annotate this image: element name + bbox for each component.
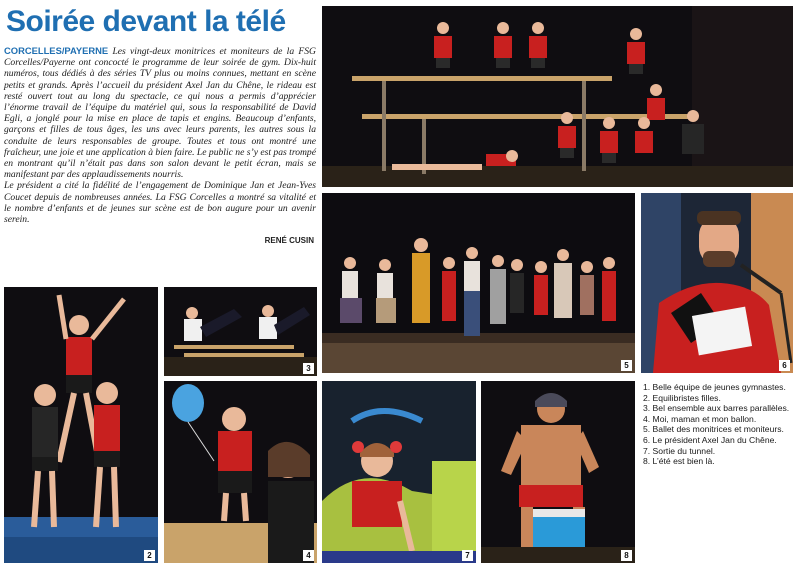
caption-1: 1. Belle équipe de jeunes gymnastes. (643, 382, 786, 392)
article-body (4, 45, 316, 260)
photo-5 (322, 193, 635, 373)
caption-4: 4. Moi, maman et mon ballon. (643, 413, 757, 424)
photo-8-illustration (481, 381, 635, 563)
article-paragraph-2: Le président a cité la fidélité de l’engagement de Dominique Jan et Jean-Yves Coucet depuis de nombreuses années. La FSG Corcelles a montré sa vitalité et le nombre d’enfants et de jeunes sur scène est de bon augure pour un avenir serein. (4, 180, 316, 226)
photo-1-illustration (322, 6, 793, 187)
caption-8: 8. L’été est bien là. (643, 456, 715, 467)
photo-captions (643, 382, 793, 472)
caption-7: 7. Sortie du tunnel. (643, 445, 716, 456)
photo-number: 7 (462, 550, 473, 561)
headline: Soirée devant la télé (6, 5, 286, 38)
photo-5-illustration (322, 193, 635, 373)
photo-4 (164, 381, 317, 563)
photo-7 (322, 381, 476, 563)
caption-2: 2. Equilibristes filles. (643, 392, 721, 403)
photo-number: 2 (144, 550, 155, 561)
article-paragraph-1: Les vingt-deux monitrices et moniteurs de la FSG Corcelles/Payerne ont concocté le programme de leur soirée de gym. Dix-huit numéros, tous dédiés à des séries TV plus ou moins connues, mettant en scène petits et grands. Après l’accueil du président Axel Jan du Chêne, le rideau est resté ouvert tout au long du spectacle, ce qui nous a permis d’apprécier l’énorme travail de l’équipe du matériel qui, sous la responsabilité de David Egli, a jonglé pour la mise en place de tapis et engins. Beaucoup d’enfants, garçons et filles de tous âges, les uns avec leurs parents, les autres sous la conduite de leurs responsables de groupe. Toutes et tous ont montré une fraîcheur, une joie et une application à bien faire. Le public ne s’y est pas trompé en montrant qu’il n’était pas dans son salon devant le petit écran, mais se manifestant par des applaudissements nourris. (4, 46, 316, 181)
dateline: CORCELLES/PAYERNE (4, 45, 109, 56)
photo-6 (641, 193, 793, 373)
photo-7-illustration (322, 381, 476, 563)
photo-2-illustration (4, 287, 158, 563)
byline: RENÉ CUSIN (264, 236, 314, 245)
photo-number: 8 (621, 550, 632, 561)
caption-5: 5. Ballet des monitrices et moniteurs. (643, 424, 784, 435)
photo-2 (4, 287, 158, 563)
caption-6: 6. Le président Axel Jan du Chêne. (643, 434, 777, 445)
photo-4-illustration (164, 381, 317, 563)
photo-number: 4 (303, 550, 314, 561)
photo-1 (322, 6, 793, 187)
photo-3-illustration (164, 287, 317, 376)
photo-number: 6 (779, 360, 790, 371)
photo-number: 5 (621, 360, 632, 371)
photo-3 (164, 287, 317, 376)
photo-8 (481, 381, 635, 563)
photo-6-illustration (641, 193, 793, 373)
photo-number: 3 (303, 363, 314, 374)
caption-3: 3. Bel ensemble aux barres parallèles. (643, 403, 790, 414)
